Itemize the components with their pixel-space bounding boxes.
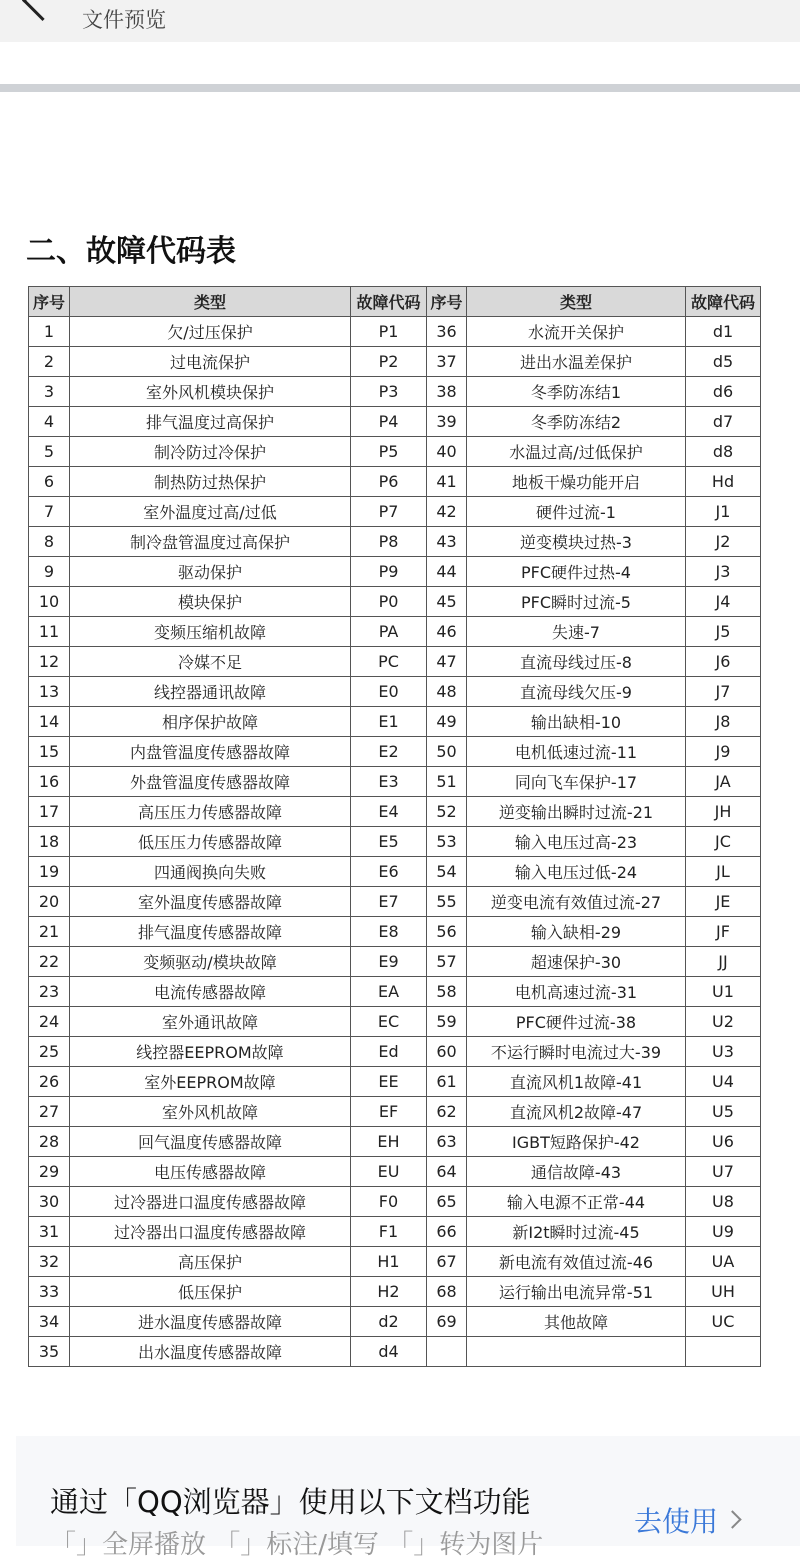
promo-features: 「」全屏播放 「」标注/填写 「」转为图片	[50, 1530, 544, 1560]
row-no-cell: 41	[427, 467, 467, 497]
row-no-cell: 65	[427, 1187, 467, 1217]
table-row	[29, 557, 761, 587]
table-row	[29, 887, 761, 917]
fault-code-cell: EA	[351, 977, 427, 1007]
fault-code-cell: d8	[686, 437, 761, 467]
row-no-cell: 38	[427, 377, 467, 407]
row-no-cell: 18	[29, 827, 70, 857]
table-row	[29, 1247, 761, 1277]
table-row	[29, 407, 761, 437]
fault-code-cell: JH	[686, 797, 761, 827]
row-no-cell: 2	[29, 347, 70, 377]
back-arrow-icon[interactable]	[22, 0, 63, 21]
row-no-cell	[427, 1337, 467, 1367]
fault-type-cell: 冬季防冻结1	[467, 377, 686, 407]
fault-type-cell: 同向飞车保护-17	[467, 767, 686, 797]
row-no-cell: 48	[427, 677, 467, 707]
row-no-cell: 19	[29, 857, 70, 887]
fault-code-cell: PA	[351, 617, 427, 647]
table-header-row	[29, 287, 761, 317]
fault-code-cell: Hd	[686, 467, 761, 497]
table-row	[29, 947, 761, 977]
chevron-right-icon	[723, 1510, 741, 1528]
fault-type-cell: PFC硬件过流-38	[467, 1007, 686, 1037]
fault-type-cell: 室外通讯故障	[70, 1007, 351, 1037]
fault-type-cell: 输入电压过低-24	[467, 857, 686, 887]
fault-code-cell: E1	[351, 707, 427, 737]
col-header-type: 类型	[70, 287, 351, 317]
fault-type-cell: 高压保护	[70, 1247, 351, 1277]
fault-code-cell: J1	[686, 497, 761, 527]
fault-type-cell: 通信故障-43	[467, 1157, 686, 1187]
fault-code-cell: E9	[351, 947, 427, 977]
row-no-cell: 26	[29, 1067, 70, 1097]
row-no-cell: 3	[29, 377, 70, 407]
row-no-cell: 15	[29, 737, 70, 767]
fault-code-cell: P3	[351, 377, 427, 407]
fault-code-cell: H1	[351, 1247, 427, 1277]
row-no-cell: 1	[29, 317, 70, 347]
table-row	[29, 377, 761, 407]
fault-type-cell: 排气温度过高保护	[70, 407, 351, 437]
row-no-cell: 11	[29, 617, 70, 647]
fault-type-cell: 高压压力传感器故障	[70, 797, 351, 827]
fault-type-cell: 室外温度过高/过低	[70, 497, 351, 527]
row-no-cell: 27	[29, 1097, 70, 1127]
fault-code-cell: P8	[351, 527, 427, 557]
row-no-cell: 12	[29, 647, 70, 677]
col-header-no-2: 序号	[427, 287, 467, 317]
fault-code-cell: JJ	[686, 947, 761, 977]
row-no-cell: 22	[29, 947, 70, 977]
row-no-cell: 49	[427, 707, 467, 737]
row-no-cell: 17	[29, 797, 70, 827]
table-row	[29, 1127, 761, 1157]
fault-type-cell: 输入电源不正常-44	[467, 1187, 686, 1217]
row-no-cell: 51	[427, 767, 467, 797]
table-row	[29, 317, 761, 347]
fault-type-cell: 相序保护故障	[70, 707, 351, 737]
row-no-cell: 61	[427, 1067, 467, 1097]
row-no-cell: 40	[427, 437, 467, 467]
fault-type-cell: 逆变模块过热-3	[467, 527, 686, 557]
fault-type-cell: 制冷防过冷保护	[70, 437, 351, 467]
fault-type-cell: 输入电压过高-23	[467, 827, 686, 857]
fault-code-cell: P1	[351, 317, 427, 347]
fault-type-cell: 室外温度传感器故障	[70, 887, 351, 917]
table-row	[29, 1337, 761, 1367]
fault-type-cell	[467, 1337, 686, 1367]
row-no-cell: 68	[427, 1277, 467, 1307]
row-no-cell: 42	[427, 497, 467, 527]
fault-code-cell: EU	[351, 1157, 427, 1187]
fault-type-cell: 模块保护	[70, 587, 351, 617]
row-no-cell: 9	[29, 557, 70, 587]
row-no-cell: 10	[29, 587, 70, 617]
row-no-cell: 44	[427, 557, 467, 587]
table-row	[29, 467, 761, 497]
table-row	[29, 977, 761, 1007]
row-no-cell: 13	[29, 677, 70, 707]
fault-type-cell: 回气温度传感器故障	[70, 1127, 351, 1157]
fault-code-cell: JL	[686, 857, 761, 887]
table-row	[29, 527, 761, 557]
fault-code-cell: E8	[351, 917, 427, 947]
row-no-cell: 67	[427, 1247, 467, 1277]
fault-code-cell: F1	[351, 1217, 427, 1247]
fault-type-cell: 变频压缩机故障	[70, 617, 351, 647]
fault-code-cell: E7	[351, 887, 427, 917]
row-no-cell: 63	[427, 1127, 467, 1157]
fault-type-cell: 地板干燥功能开启	[467, 467, 686, 497]
fault-code-cell: J3	[686, 557, 761, 587]
table-row	[29, 1097, 761, 1127]
table-row	[29, 617, 761, 647]
fault-type-cell: 新电流有效值过流-46	[467, 1247, 686, 1277]
row-no-cell: 62	[427, 1097, 467, 1127]
table-row	[29, 917, 761, 947]
col-header-code-2: 故障代码	[686, 287, 761, 317]
fault-code-cell: P0	[351, 587, 427, 617]
fault-type-cell: 直流母线过压-8	[467, 647, 686, 677]
fault-code-cell: J9	[686, 737, 761, 767]
row-no-cell: 20	[29, 887, 70, 917]
row-no-cell: 39	[427, 407, 467, 437]
fault-code-cell: E3	[351, 767, 427, 797]
fault-code-cell: UH	[686, 1277, 761, 1307]
fault-type-cell: PFC硬件过热-4	[467, 557, 686, 587]
row-no-cell: 50	[427, 737, 467, 767]
fault-type-cell: 水温过高/过低保护	[467, 437, 686, 467]
fault-code-cell: U7	[686, 1157, 761, 1187]
fault-code-cell: J5	[686, 617, 761, 647]
row-no-cell: 46	[427, 617, 467, 647]
row-no-cell: 7	[29, 497, 70, 527]
fault-type-cell: 不运行瞬时电流过大-39	[467, 1037, 686, 1067]
row-no-cell: 23	[29, 977, 70, 1007]
fault-type-cell: 变频驱动/模块故障	[70, 947, 351, 977]
row-no-cell: 55	[427, 887, 467, 917]
fault-type-cell: 内盘管温度传感器故障	[70, 737, 351, 767]
fault-code-cell: J8	[686, 707, 761, 737]
fault-code-cell: E4	[351, 797, 427, 827]
table-row	[29, 707, 761, 737]
fault-code-cell: d4	[351, 1337, 427, 1367]
fault-type-cell: 逆变输出瞬时过流-21	[467, 797, 686, 827]
fault-code-cell: P2	[351, 347, 427, 377]
fault-code-cell: EF	[351, 1097, 427, 1127]
fault-type-cell: 四通阀换向失败	[70, 857, 351, 887]
fault-type-cell: 线控器通讯故障	[70, 677, 351, 707]
use-now-label: 去使用	[634, 1505, 719, 1538]
row-no-cell: 25	[29, 1037, 70, 1067]
fault-type-cell: 直流风机1故障-41	[467, 1067, 686, 1097]
table-row	[29, 1187, 761, 1217]
table-row	[29, 437, 761, 467]
fault-code-cell: UC	[686, 1307, 761, 1337]
fault-code-cell: d7	[686, 407, 761, 437]
row-no-cell: 56	[427, 917, 467, 947]
fault-type-cell: 出水温度传感器故障	[70, 1337, 351, 1367]
row-no-cell: 43	[427, 527, 467, 557]
fault-code-cell: J7	[686, 677, 761, 707]
row-no-cell: 4	[29, 407, 70, 437]
table-row	[29, 587, 761, 617]
fault-code-cell: EH	[351, 1127, 427, 1157]
row-no-cell: 24	[29, 1007, 70, 1037]
browser-promo-card[interactable]	[16, 1436, 800, 1560]
row-no-cell: 16	[29, 767, 70, 797]
fault-type-cell: IGBT短路保护-42	[467, 1127, 686, 1157]
row-no-cell: 28	[29, 1127, 70, 1157]
table-row	[29, 827, 761, 857]
row-no-cell: 37	[427, 347, 467, 377]
row-no-cell: 21	[29, 917, 70, 947]
table-row	[29, 737, 761, 767]
fault-code-cell: JC	[686, 827, 761, 857]
row-no-cell: 58	[427, 977, 467, 1007]
fault-type-cell: 输入缺相-29	[467, 917, 686, 947]
fault-type-cell: 驱动保护	[70, 557, 351, 587]
fault-code-cell: E2	[351, 737, 427, 767]
fault-type-cell: 水流开关保护	[467, 317, 686, 347]
fault-code-cell: JE	[686, 887, 761, 917]
page-title: 文件预览	[82, 8, 166, 32]
fault-type-cell: 硬件过流-1	[467, 497, 686, 527]
fault-code-cell: U6	[686, 1127, 761, 1157]
table-row	[29, 857, 761, 887]
row-no-cell: 53	[427, 827, 467, 857]
fault-type-cell: 冬季防冻结2	[467, 407, 686, 437]
row-no-cell: 52	[427, 797, 467, 827]
table-row	[29, 1037, 761, 1067]
row-no-cell: 14	[29, 707, 70, 737]
fault-type-cell: 过冷器进口温度传感器故障	[70, 1187, 351, 1217]
row-no-cell: 45	[427, 587, 467, 617]
fault-code-cell: J4	[686, 587, 761, 617]
fault-type-cell: 室外EEPROM故障	[70, 1067, 351, 1097]
table-row	[29, 677, 761, 707]
table-row	[29, 1007, 761, 1037]
fault-code-cell: d6	[686, 377, 761, 407]
row-no-cell: 5	[29, 437, 70, 467]
fault-code-cell: U3	[686, 1037, 761, 1067]
fault-code-cell: P9	[351, 557, 427, 587]
fault-code-cell: Ed	[351, 1037, 427, 1067]
row-no-cell: 34	[29, 1307, 70, 1337]
fault-code-cell: JA	[686, 767, 761, 797]
table-row	[29, 1217, 761, 1247]
fault-type-cell: 制热防过热保护	[70, 467, 351, 497]
fault-type-cell: 低压压力传感器故障	[70, 827, 351, 857]
fault-type-cell: 电机高速过流-31	[467, 977, 686, 1007]
fault-type-cell: 新I2t瞬时过流-45	[467, 1217, 686, 1247]
fault-type-cell: 排气温度传感器故障	[70, 917, 351, 947]
fault-type-cell: 冷媒不足	[70, 647, 351, 677]
fault-type-cell: 室外风机故障	[70, 1097, 351, 1127]
fault-code-cell: U5	[686, 1097, 761, 1127]
fault-code-cell: JF	[686, 917, 761, 947]
fault-code-cell: P5	[351, 437, 427, 467]
table-row	[29, 797, 761, 827]
fault-type-cell: 其他故障	[467, 1307, 686, 1337]
fault-code-cell: H2	[351, 1277, 427, 1307]
fault-code-cell: U8	[686, 1187, 761, 1217]
row-no-cell: 8	[29, 527, 70, 557]
row-no-cell: 57	[427, 947, 467, 977]
row-no-cell: 59	[427, 1007, 467, 1037]
fault-code-cell: J6	[686, 647, 761, 677]
fault-type-cell: 过电流保护	[70, 347, 351, 377]
table-row	[29, 1277, 761, 1307]
table-row	[29, 347, 761, 377]
row-no-cell: 6	[29, 467, 70, 497]
use-now-link[interactable]	[634, 1500, 739, 1540]
col-header-no: 序号	[29, 287, 70, 317]
row-no-cell: 30	[29, 1187, 70, 1217]
row-no-cell: 54	[427, 857, 467, 887]
fault-code-cell: F0	[351, 1187, 427, 1217]
fault-type-cell: 线控器EEPROM故障	[70, 1037, 351, 1067]
fault-type-cell: 超速保护-30	[467, 947, 686, 977]
table-row	[29, 497, 761, 527]
col-header-type-2: 类型	[467, 287, 686, 317]
fault-type-cell: 制冷盘管温度过高保护	[70, 527, 351, 557]
table-row	[29, 647, 761, 677]
fault-code-cell: d2	[351, 1307, 427, 1337]
promo-text: 通过「QQ浏览器」使用以下文档功能	[50, 1485, 531, 1519]
fault-code-cell: EE	[351, 1067, 427, 1097]
fault-type-cell: 直流母线欠压-9	[467, 677, 686, 707]
row-no-cell: 35	[29, 1337, 70, 1367]
fault-code-table	[28, 286, 761, 1367]
table-row	[29, 1307, 761, 1337]
fault-code-cell: E0	[351, 677, 427, 707]
col-header-code: 故障代码	[351, 287, 427, 317]
table-row	[29, 1067, 761, 1097]
fault-type-cell: 电流传感器故障	[70, 977, 351, 1007]
fault-code-cell: d1	[686, 317, 761, 347]
fault-type-cell: 室外风机模块保护	[70, 377, 351, 407]
fault-code-cell: UA	[686, 1247, 761, 1277]
top-bar	[0, 0, 800, 42]
fault-code-cell: P4	[351, 407, 427, 437]
fault-code-cell: U4	[686, 1067, 761, 1097]
fault-type-cell: 电压传感器故障	[70, 1157, 351, 1187]
row-no-cell: 31	[29, 1217, 70, 1247]
fault-code-cell	[686, 1337, 761, 1367]
fault-type-cell: 外盘管温度传感器故障	[70, 767, 351, 797]
fault-code-cell: PC	[351, 647, 427, 677]
row-no-cell: 69	[427, 1307, 467, 1337]
fault-type-cell: 逆变电流有效值过流-27	[467, 887, 686, 917]
row-no-cell: 33	[29, 1277, 70, 1307]
fault-type-cell: 直流风机2故障-47	[467, 1097, 686, 1127]
fault-type-cell: 运行输出电流异常-51	[467, 1277, 686, 1307]
fault-type-cell: 低压保护	[70, 1277, 351, 1307]
row-no-cell: 66	[427, 1217, 467, 1247]
section-heading: 二、故障代码表	[26, 234, 236, 269]
row-no-cell: 36	[427, 317, 467, 347]
fault-type-cell: 失速-7	[467, 617, 686, 647]
fault-code-cell: U9	[686, 1217, 761, 1247]
fault-code-cell: U2	[686, 1007, 761, 1037]
fault-type-cell: 进出水温差保护	[467, 347, 686, 377]
row-no-cell: 32	[29, 1247, 70, 1277]
fault-type-cell: PFC瞬时过流-5	[467, 587, 686, 617]
row-no-cell: 64	[427, 1157, 467, 1187]
fault-code-cell: EC	[351, 1007, 427, 1037]
fault-type-cell: 欠/过压保护	[70, 317, 351, 347]
fault-type-cell: 输出缺相-10	[467, 707, 686, 737]
row-no-cell: 29	[29, 1157, 70, 1187]
fault-type-cell: 电机低速过流-11	[467, 737, 686, 767]
row-no-cell: 47	[427, 647, 467, 677]
fault-code-cell: J2	[686, 527, 761, 557]
fault-code-cell: P6	[351, 467, 427, 497]
fault-type-cell: 进水温度传感器故障	[70, 1307, 351, 1337]
fault-code-cell: P7	[351, 497, 427, 527]
fault-code-cell: d5	[686, 347, 761, 377]
divider	[0, 84, 800, 92]
fault-code-cell: U1	[686, 977, 761, 1007]
fault-code-cell: E5	[351, 827, 427, 857]
table-row	[29, 767, 761, 797]
fault-type-cell: 过冷器出口温度传感器故障	[70, 1217, 351, 1247]
fault-code-cell: E6	[351, 857, 427, 887]
table-row	[29, 1157, 761, 1187]
row-no-cell: 60	[427, 1037, 467, 1067]
